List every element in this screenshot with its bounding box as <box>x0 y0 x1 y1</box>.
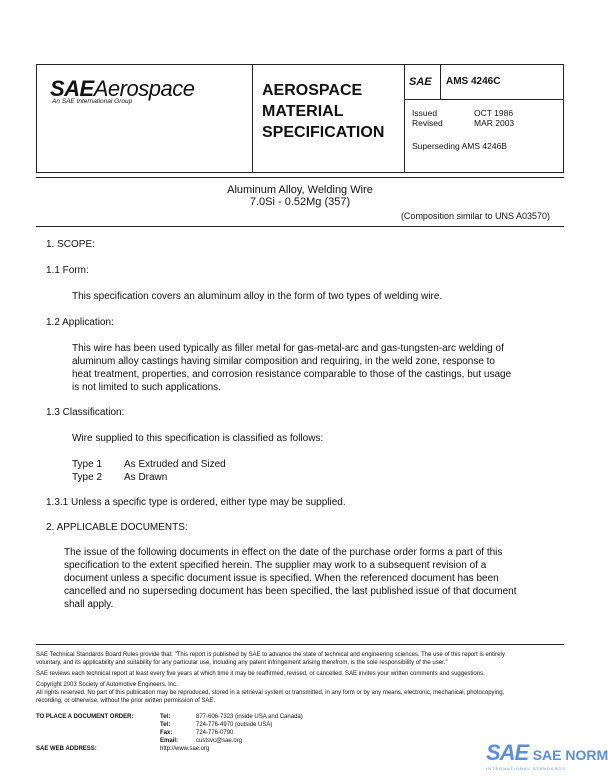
title-bottom-rule <box>36 226 564 227</box>
header-divider-2 <box>404 64 405 173</box>
issued-value: OCT 1986 <box>474 108 514 118</box>
email-link[interactable]: custsvc@sae.org <box>196 738 243 744</box>
tel2-value[interactable]: 724-776-4970 (outside USA) <box>196 722 273 728</box>
revised-value: MAR 2003 <box>474 118 515 128</box>
document-type <box>262 80 384 143</box>
text-line: cancelled and no superseding document has been specified, the last published issue of that document <box>64 586 517 597</box>
order-label: TO PLACE A DOCUMENT ORDER: <box>36 714 134 720</box>
web-label: SAE WEB ADDRESS: <box>36 746 97 752</box>
type-1-value: As Extruded and Sized <box>124 459 226 470</box>
type-1-label: Type 1 <box>72 459 103 470</box>
header-divider-3 <box>440 64 441 99</box>
section-1-1-text: This specification covers an aluminum alloy in the form of two types of welding wire. <box>72 291 443 302</box>
section-1-2-text <box>72 342 552 394</box>
tel-label: Tel: <box>160 714 171 720</box>
stamp-norm-text: SAE NORM <box>532 747 608 763</box>
text-line: document unless a specific document issue is specified. When the referenced document has been <box>64 573 499 584</box>
logo-subtitle: An SAE International Group <box>52 98 133 105</box>
type-2-value: As Drawn <box>124 472 168 483</box>
logo-sae-text: SAE <box>50 76 94 101</box>
footer-rules-1: SAE Technical Standards Board Rules provide that: "This report is published by SAE to advance the state of technical and engineering sciences. The use of this report is entirely <box>36 652 505 658</box>
footer-rights-1: All rights reserved. No part of this publication may be reproduced, stored in a retrieval system or transmitted, in any form or by any means, electronic, mechanical, photocopying, <box>36 690 505 696</box>
section-1-3-text: Wire supplied to this specification is classified as follows: <box>72 433 324 444</box>
email-label: Email: <box>160 738 179 744</box>
fax-value: 724-776-0790 <box>196 730 234 736</box>
title-line-1: Aluminum Alloy, Welding Wire <box>227 184 373 196</box>
composition-note: (Composition similar to UNS A03570) <box>400 211 550 221</box>
footer-copyright: Copyright 2003 Society of Automotive Engineers, Inc. <box>36 682 178 688</box>
section-1-3-1-text: 1.3.1 Unless a specific type is ordered, either type may be supplied. <box>46 497 346 508</box>
text-line: The issue of the following documents in effect on the date of the purchase order forms a part of this <box>64 547 503 558</box>
section-1-3-heading: 1.3 Classification: <box>46 407 125 418</box>
footer-review: SAE reviews each technical report at least every five years at which time it may be reaffirmed, revised, or cancelled. SAE invites your written comments and suggestions. <box>36 671 485 677</box>
sae-mini-logo: SAE <box>409 76 432 88</box>
doc-type-line-1: AEROSPACE <box>262 82 363 99</box>
text-line: specification to the extent specified herein. The supplier may work to a subsequent revision of a <box>64 560 487 571</box>
section-2-heading: 2. APPLICABLE DOCUMENTS: <box>46 522 188 533</box>
logo-aerospace-text: Aerospace <box>93 76 195 101</box>
ams-number: AMS 4246C <box>446 76 501 87</box>
revised-label: Revised <box>412 118 443 128</box>
sae-norm-stamp <box>486 740 608 766</box>
web-link[interactable]: http://www.sae.org <box>160 746 210 752</box>
footer-rights-2: recording, or otherwise, without the prior written permission of SAE. <box>36 698 216 704</box>
header-divider-1 <box>252 64 253 173</box>
document-title <box>36 184 564 208</box>
doc-type-line-2: MATERIAL <box>262 103 344 120</box>
stamp-subtitle: INTERNATIONAL STANDARDS <box>486 766 567 771</box>
text-line: aluminum alloy castings having similar composition and requiring, in the weld zone, response to <box>72 356 495 367</box>
superseding-note: Superseding AMS 4246B <box>412 141 507 151</box>
type-2-label: Type 2 <box>72 472 103 483</box>
issued-label: Issued <box>412 108 438 118</box>
title-top-rule <box>36 177 564 178</box>
text-line: This wire has been used typically as filler metal for gas-metal-arc and gas-tungsten-arc welding of <box>72 343 504 354</box>
section-1-heading: 1. SCOPE: <box>46 239 95 250</box>
tel2-label: Tel: <box>160 722 171 728</box>
section-1-2-heading: 1.2 Application: <box>46 317 114 328</box>
stamp-sae-text: SAE <box>486 740 529 765</box>
title-line-2: 7.0Si - 0.52Mg (357) <box>249 196 351 208</box>
section-1-1-heading: 1.1 Form: <box>46 265 89 276</box>
footer-rule <box>36 644 564 645</box>
text-line: is not limited to such applications. <box>72 382 221 393</box>
fax-label: Fax: <box>160 730 173 736</box>
tel-value[interactable]: 877-606-7323 (inside USA and Canada) <box>196 714 303 720</box>
text-line: shall apply. <box>64 599 114 610</box>
text-line: heat treatment, properties, and corrosion resistance comparable to those of the castings, but usage <box>72 369 512 380</box>
doc-type-line-3: SPECIFICATION <box>262 124 385 141</box>
section-2-text <box>64 546 544 611</box>
footer-rules-2: voluntary, and its applicability and suitability for any particular use, including any patent infringement arising therefrom, is the sole responsibility of the user." <box>36 660 448 666</box>
header-rule <box>404 99 564 100</box>
